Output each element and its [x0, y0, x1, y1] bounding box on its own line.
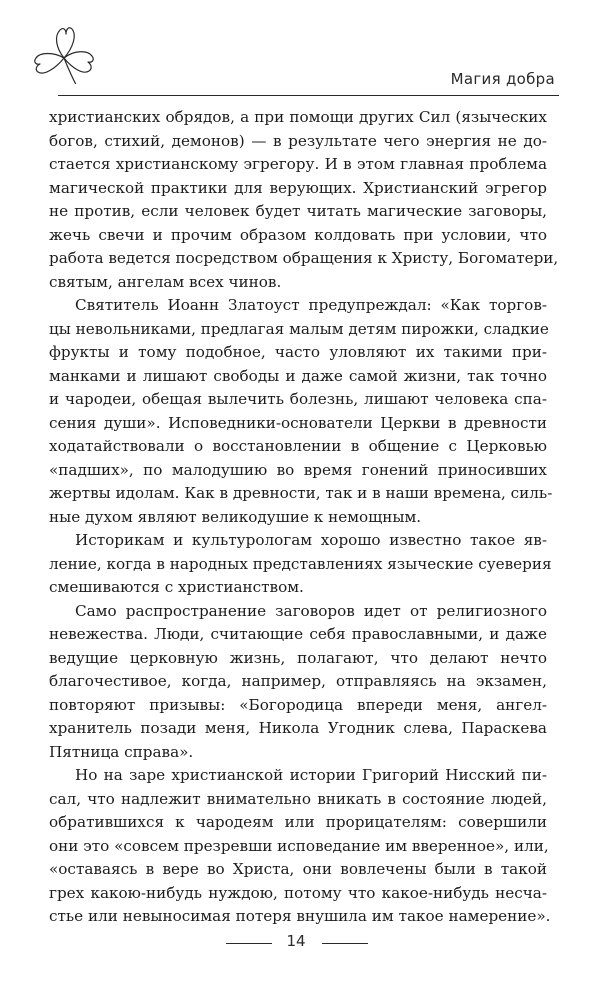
text-line: фрукты и тому подобное, часто уловляют их такими при- — [49, 343, 547, 361]
text-line: Святитель Иоанн Златоуст предупреждал: «Как торгов- — [75, 296, 547, 314]
text-line: невежества. Люди, считающие себя православными, и даже — [49, 625, 547, 643]
text-line: хранитель позади меня, Никола Угодник слева, Параскева — [49, 719, 547, 737]
text-line: не против, если человек будет читать магические заговоры, — [49, 202, 547, 220]
text-line: они это «совсем презревши исповедание им вверенное», или, — [49, 836, 549, 855]
text-line: обратившихся к чародеям или прорицателям: совершили — [49, 813, 547, 831]
text-line: Историкам и культурологам хорошо известно такое яв- — [75, 531, 547, 549]
footer-rule-left — [226, 943, 272, 944]
text-line: святым, ангелам всех чинов. — [49, 272, 282, 291]
text-line: Но на заре христианской истории Григорий Нисский пи- — [75, 766, 547, 784]
text-line: манками и лишают свободы и даже самой жизни, так точно — [49, 366, 547, 385]
running-title: Магия добра — [450, 70, 555, 88]
header-rule — [58, 95, 559, 96]
text-line: и чародеи, обещая вылечить болезнь, лишают человека спа- — [49, 390, 547, 408]
text-line: смешиваются с христианством. — [49, 578, 304, 596]
clover-ornament-icon — [28, 22, 118, 84]
text-line: жертвы идолам. Как в древности, так и в наши времена, силь- — [49, 484, 553, 502]
text-line: Само распространение заговоров идет от религиозного — [75, 601, 547, 620]
text-line: ные духом являют великодушие к немощным. — [49, 507, 422, 526]
text-line: грех какою-нибудь нуждою, потому что какое-нибудь несча- — [49, 883, 547, 902]
text-line: «падших», по малодушию во время гонений приносивших — [49, 460, 547, 479]
page-number: 14 — [286, 932, 306, 950]
text-line: ведущие церковную жизнь, полагают, что делают нечто — [49, 648, 547, 667]
text-line: жечь свечи и прочим образом колдовать при условии, что — [49, 225, 547, 244]
paragraph — [49, 764, 551, 929]
text-line: Пятница справа». — [49, 742, 194, 761]
text-line: сения души». Исповедники-основатели Церкви в древности — [49, 413, 547, 432]
text-line: ление, когда в народных представлениях языческие суеверия — [49, 554, 552, 573]
text-line: цы невольниками, предлагая малым детям пирожки, сладкие — [49, 319, 549, 338]
footer-rule-right — [322, 943, 368, 944]
text-line: сал, что надлежит внимательно вникать в состояние людей, — [49, 789, 547, 808]
text-line: «оставаясь в вере во Христа, они вовлечены были в такой — [49, 860, 547, 878]
text-line: стье или невыносимая потеря внушила им такое намерение». — [49, 907, 551, 925]
text-line: ходатайствовали о восстановлении в общение с Церковью — [49, 437, 547, 455]
text-line: благочестивое, когда, например, отправляясь на экзамен, — [49, 672, 547, 690]
paragraph — [49, 529, 552, 600]
paragraph — [49, 294, 553, 529]
paragraph — [49, 106, 559, 294]
body-text — [49, 106, 559, 929]
text-line: христианских обрядов, а при помощи других Сил (языческих — [49, 108, 547, 126]
paragraph — [49, 600, 547, 765]
text-line: магической практики для верующих. Христианский эгрегор — [49, 178, 547, 197]
text-line: повторяют призывы: «Богородица впереди меня, ангел- — [49, 695, 547, 714]
text-line: стается христианскому эгрегору. И в этом главная проблема — [49, 155, 547, 173]
text-line: работа ведется посредством обращения к Христу, Богоматери, — [49, 249, 559, 267]
page-footer — [0, 932, 589, 954]
text-line: богов, стихий, демонов) — в результате чего энергия не до- — [49, 131, 547, 150]
